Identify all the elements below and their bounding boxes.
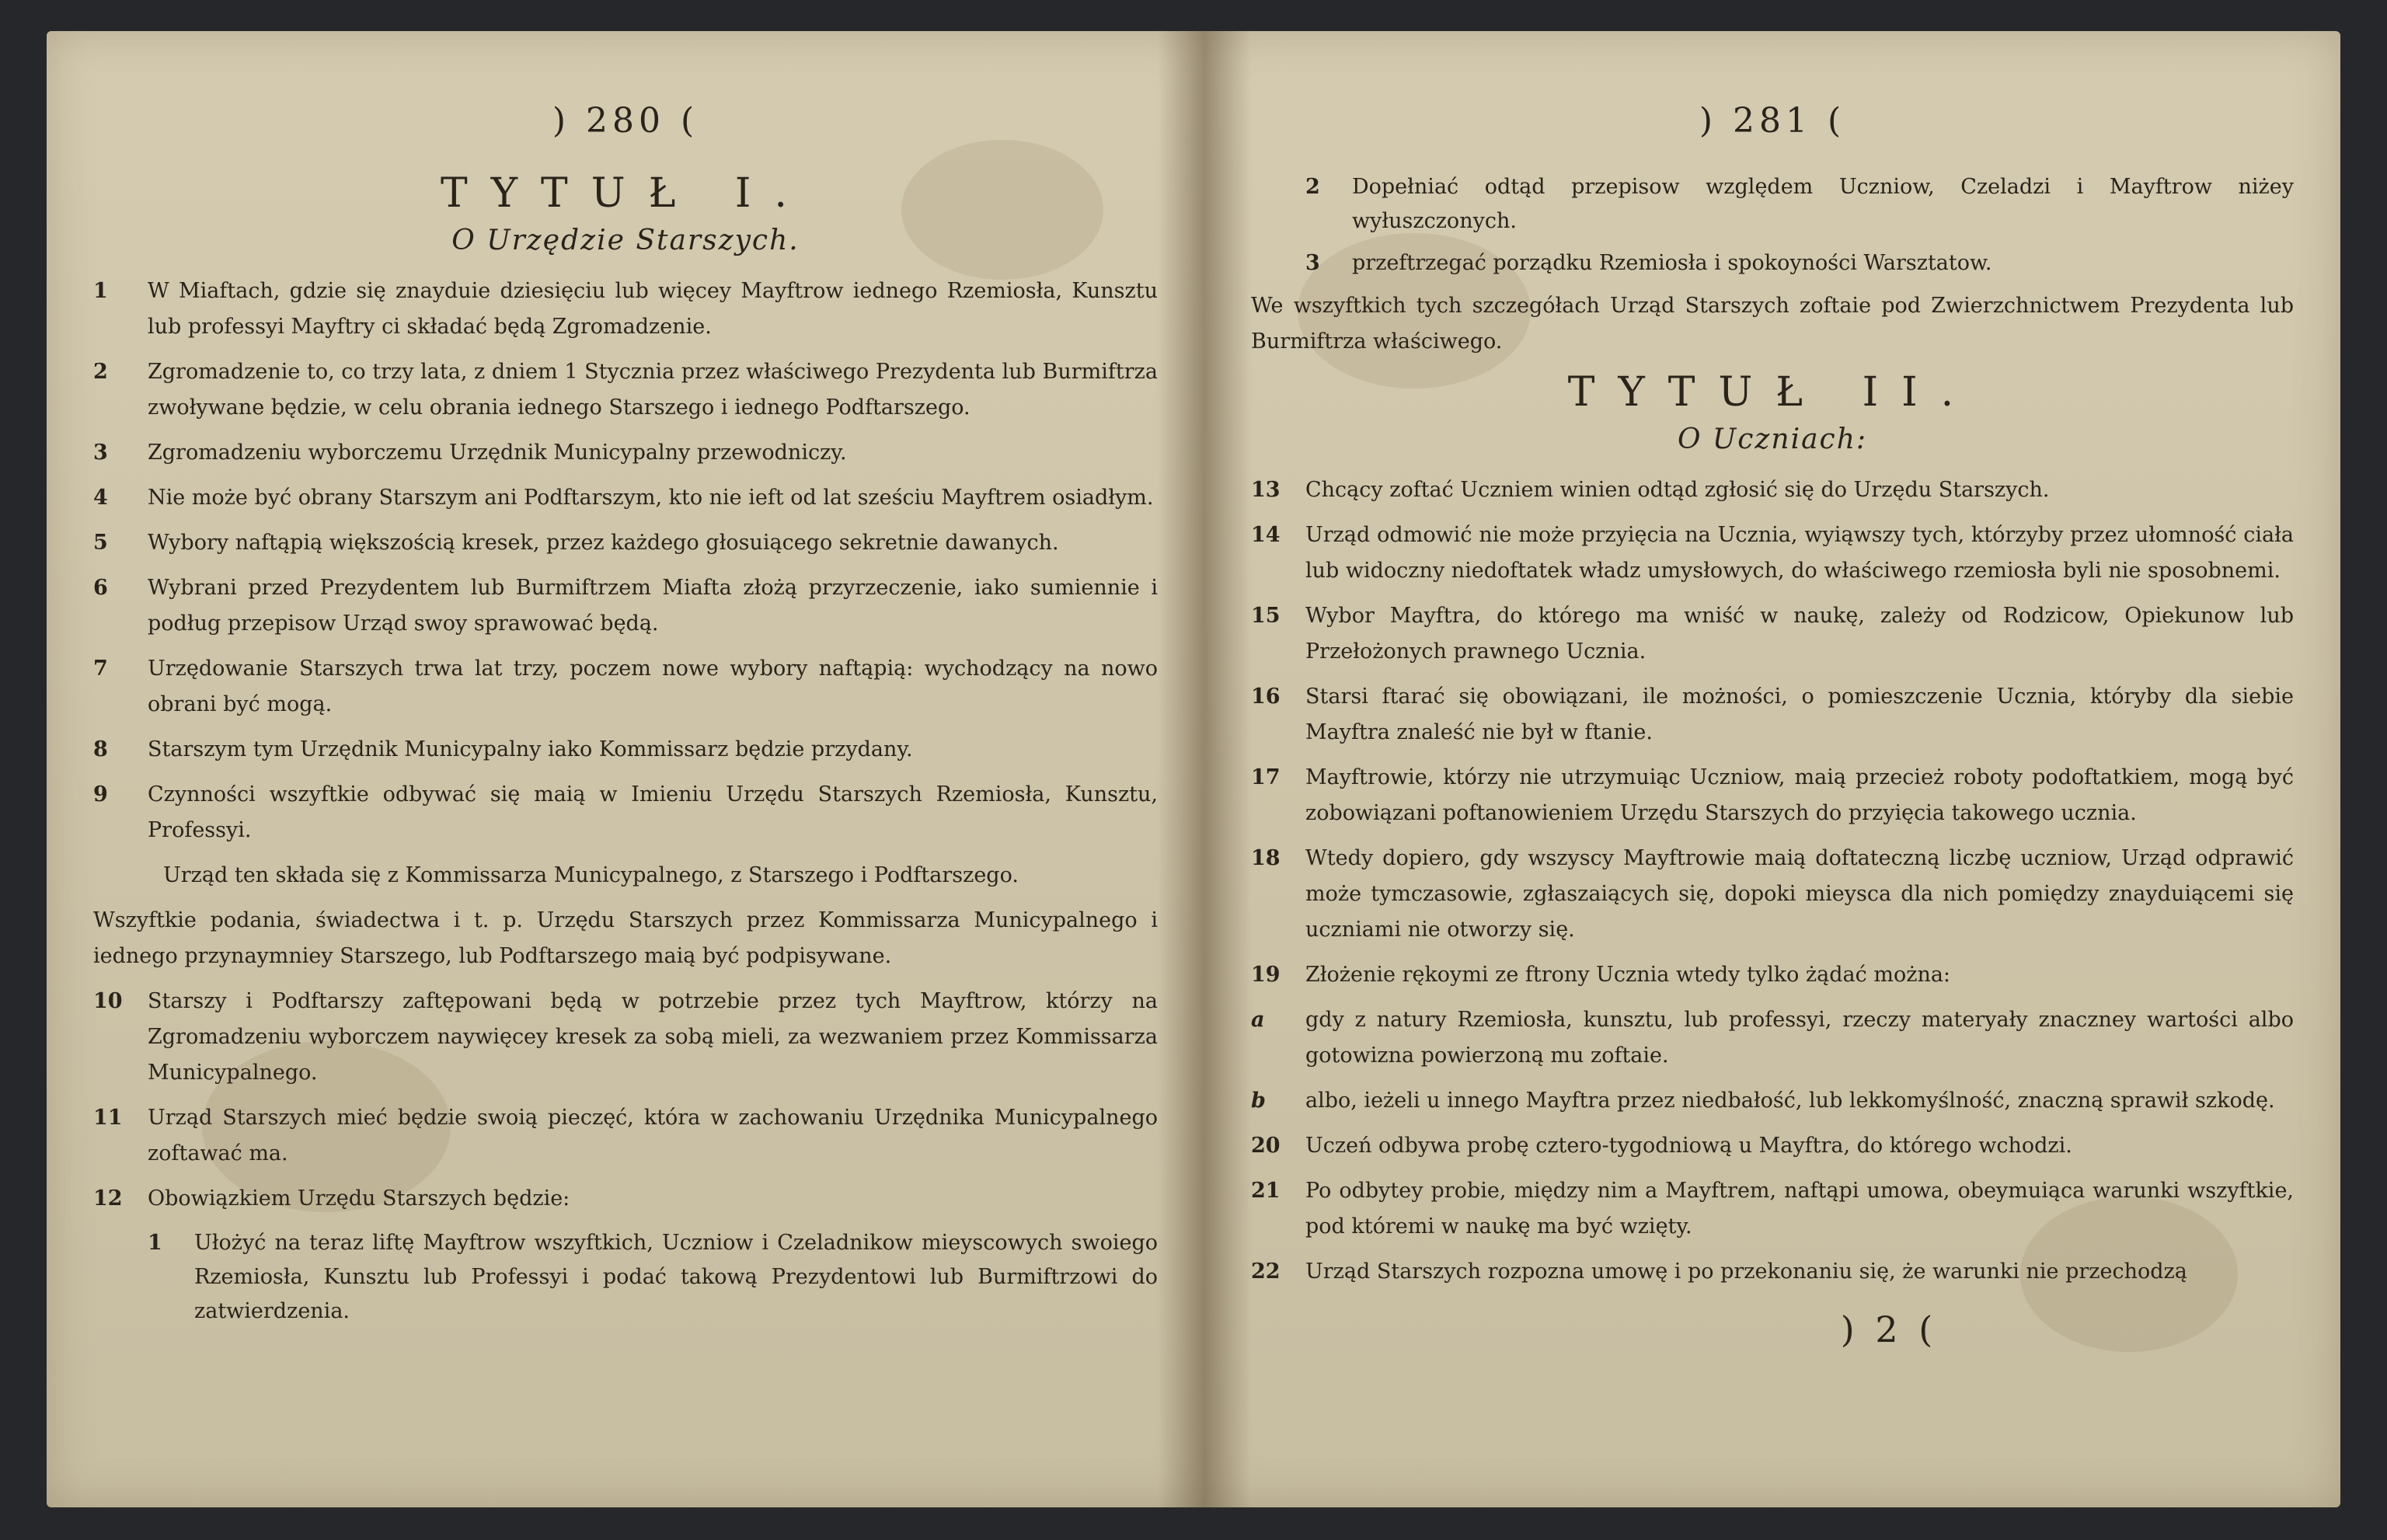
- article-text: Wybory naftąpią większością kresek, przez każdego głosuiącego sekretnie dawanych.: [148, 531, 1059, 555]
- sub-item-number: 2: [1305, 175, 1320, 199]
- article-number: 3: [93, 441, 108, 465]
- item-letter: b: [1251, 1089, 1266, 1113]
- article-number: 22: [1251, 1260, 1281, 1284]
- article: [93, 570, 1158, 642]
- article-text: Nie może być obrany Starszym ani Podftarszym, kto nie ieft od lat sześciu Mayftrem osiadłym.: [148, 486, 1154, 510]
- lettered-item: [1251, 1002, 2294, 1074]
- article: [1251, 841, 2294, 948]
- sub-item: [148, 1226, 1158, 1329]
- article-text: Chcący zoftać Uczniem winien odtąd zgłosić się do Urzędu Starszych.: [1305, 478, 2050, 502]
- article-text: Urzędowanie Starszych trwa lat trzy, poczem nowe wybory naftąpią: wychodzący na nowo obrani być mogą.: [148, 657, 1158, 716]
- lettered-item: [1251, 1083, 2294, 1119]
- sub-item-text: Dopełniać odtąd przepisow względem Uczniow, Czeladzi i Mayftrow niżey wyłuszczonych.: [1352, 175, 2294, 233]
- article-number: 9: [93, 782, 108, 807]
- article-number: 2: [93, 360, 108, 384]
- item-text: albo, ieżeli u innego Mayftra przez niedbałość, lub lekkomyślność, znaczną sprawił szkodę.: [1305, 1089, 2275, 1113]
- article: [93, 732, 1158, 768]
- article-number: 1: [93, 279, 108, 303]
- item-text: gdy z natury Rzemiosła, kunsztu, lub professyi, rzeczy materyały znaczney wartości albo gotowizna powierzoną mu zoftaie.: [1305, 1008, 2294, 1068]
- article: [93, 651, 1158, 723]
- page-number: ) 280 (: [552, 101, 699, 141]
- article-text: Mayftrowie, którzy nie utrzymuiąc Uczniow, maią przecież roboty podoftatkiem, mogą być zobowiązani poftanowieniem Urzędu Starszych do przyięcia takowego ucznia.: [1305, 765, 2294, 825]
- sub-item: [1305, 170, 2294, 239]
- article-number: 14: [1251, 523, 1281, 547]
- right-page-content: [1204, 31, 2340, 1507]
- section-subtitle: O Uczniach:: [1677, 423, 1868, 455]
- article-text: Zgromadzenie to, co trzy lata, z dniem 1 Stycznia przez właściwego Prezydenta lub Burmiftrza zwoływane będzie, w celu obrania iednego Starszego i iednego Podftarszego.: [148, 360, 1158, 420]
- article-number: 15: [1251, 604, 1281, 628]
- article-number: 16: [1251, 685, 1281, 709]
- article: [93, 1100, 1158, 1172]
- article-number: 13: [1251, 478, 1281, 502]
- article-text: Czynności wszyftkie odbywać się maią w Imieniu Urzędu Starszych Rzemiosła, Kunsztu, Professyi.: [148, 782, 1158, 842]
- article-text: W Miaftach, gdzie się znayduie dziesięciu lub więcey Mayftrow iednego Rzemiosła, Kunsztu lub professyi Mayftry ci składać będą Zgromadzenie.: [148, 279, 1158, 339]
- article: [1251, 472, 2294, 508]
- paragraph: We wszyftkich tych szczegółach Urząd Starszych zoftaie pod Zwierzchnictwem Prezydenta lub Burmiftrza właściwego.: [1251, 294, 2294, 354]
- article-text: Urząd Starszych mieć będzie swoią pieczęć, która w zachowaniu Urzędnika Municypalnego zoftawać ma.: [148, 1106, 1158, 1165]
- article: [93, 274, 1158, 345]
- article-number: 11: [93, 1106, 123, 1130]
- sub-item-number: 1: [148, 1231, 162, 1255]
- article-number: 7: [93, 657, 108, 681]
- article-number: 17: [1251, 765, 1281, 789]
- article-text: Złożenie rękoymi ze ftrony Ucznia wtedy tylko żądać można:: [1305, 963, 1951, 987]
- article: [1251, 679, 2294, 751]
- article-text: Obowiązkiem Urzędu Starszych będzie:: [148, 1186, 570, 1211]
- article-number: 20: [1251, 1134, 1281, 1158]
- article-text: Urząd Starszych rozpozna umowę i po przekonaniu się, że warunki nie przechodzą: [1305, 1260, 2187, 1284]
- article-number: 4: [93, 486, 108, 510]
- article: [93, 480, 1158, 516]
- sub-item: [1305, 246, 2294, 280]
- article-text: Wybor Mayftra, do którego ma wniść w naukę, zależy od Rodzicow, Opiekunow lub Przełożonych prawnego Ucznia.: [1305, 604, 2294, 664]
- article-text: Zgromadzeniu wyborczemu Urzędnik Municypalny przewodniczy.: [148, 441, 847, 465]
- item-letter: a: [1251, 1008, 1265, 1032]
- left-page: [47, 31, 1204, 1507]
- article: [93, 984, 1158, 1091]
- article-number: 8: [93, 737, 108, 761]
- article: [1251, 1128, 2294, 1164]
- article: [1251, 760, 2294, 831]
- article-text: Urząd odmowić nie może przyięcia na Ucznia, wyiąwszy tych, którzyby przez ułomność ciała lub widoczny niedoftatek władz umysłowych, do właściwego rzemiosła byli nie sposobnemi.: [1305, 523, 2294, 583]
- article: [1251, 1254, 2294, 1290]
- book-spread: [31, 31, 2356, 1507]
- article: [93, 525, 1158, 561]
- sub-item-text: przeftrzegać porządku Rzemiosła i spokoyności Warsztatow.: [1352, 251, 1992, 275]
- sub-item-number: 3: [1305, 251, 1320, 275]
- article: [93, 435, 1158, 471]
- article-number: 6: [93, 576, 108, 600]
- article-number: 5: [93, 531, 108, 555]
- article: [93, 1181, 1158, 1217]
- article-text: Starsi ftarać się obowiązani, ile możności, o pomieszczenie Ucznia, któryby dla siebie Mayftra znaleść nie był w ftanie.: [1305, 685, 2294, 744]
- left-page-content: [47, 31, 1204, 1507]
- article-number: 19: [1251, 963, 1281, 987]
- article-text: Uczeń odbywa probę cztero-tygodniową u Mayftra, do którego wchodzi.: [1305, 1134, 2072, 1158]
- article-text: Starszy i Podftarszy zaftępowani będą w potrzebie przez tych Mayftrow, którzy na Zgromadzeniu wyborczem naywięcey kresek za sobą mieli, za wezwaniem przez Kommissarza Municypalnego.: [148, 989, 1158, 1085]
- article-text: Po odbytey probie, między nim a Mayftrem, naftąpi umowa, obeymuiąca warunki wszyftkie, pod któremi w naukę ma być wzięty.: [1305, 1179, 2294, 1239]
- section-title: TYTUŁ II.: [1567, 369, 1978, 416]
- article-text: Wybrani przed Prezydentem lub Burmiftrzem Miafta złożą przyrzeczenie, iako sumiennie i podług przepisow Urząd swoy sprawować będą.: [148, 576, 1158, 636]
- page-number: ) 281 (: [1699, 101, 1846, 141]
- signature-mark: ) 2 (: [1840, 1308, 1938, 1350]
- article-number: 18: [1251, 846, 1281, 870]
- paragraph: Urząd ten składa się z Kommissarza Municypalnego, z Starszego i Podftarszego.: [163, 863, 1019, 887]
- article-number: 21: [1251, 1179, 1281, 1203]
- article-text: Wtedy dopiero, gdy wszyscy Mayftrowie maią doftateczną liczbę uczniow, Urząd odprawić może tymczasowie, zgłaszaiących się, dopoki mieysca dla nich pomiędzy znayduiącemi się uczniami nie otworzy się.: [1305, 846, 2294, 942]
- article: [1251, 957, 2294, 993]
- article-number: 10: [93, 989, 123, 1013]
- sub-item-text: Ułożyć na teraz liftę Mayftrow wszyftkich, Uczniow i Czeladnikow mieyscowych swoiego Rzemiosła, Kunsztu lub Professyi i podać takową Prezydentowi lub Burmiftrzowi do zatwierdzenia.: [194, 1231, 1158, 1323]
- article: [93, 777, 1158, 848]
- article: [1251, 517, 2294, 589]
- right-page: [1204, 31, 2340, 1507]
- article: [1251, 1173, 2294, 1245]
- section-subtitle: O Urzędzie Starszych.: [451, 225, 800, 256]
- article-number: 12: [93, 1186, 123, 1211]
- article: [1251, 598, 2294, 670]
- section-title: TYTUŁ I.: [441, 170, 810, 217]
- paragraph: Wszyftkie podania, świadectwa i t. p. Urzędu Starszych przez Kommissarza Municypalnego i iednego przynaymniey Starszego, lub Podftarszego maią być podpisywane.: [93, 908, 1158, 968]
- article: [93, 354, 1158, 426]
- article-text: Starszym tym Urzędnik Municypalny iako Kommissarz będzie przydany.: [148, 737, 913, 761]
